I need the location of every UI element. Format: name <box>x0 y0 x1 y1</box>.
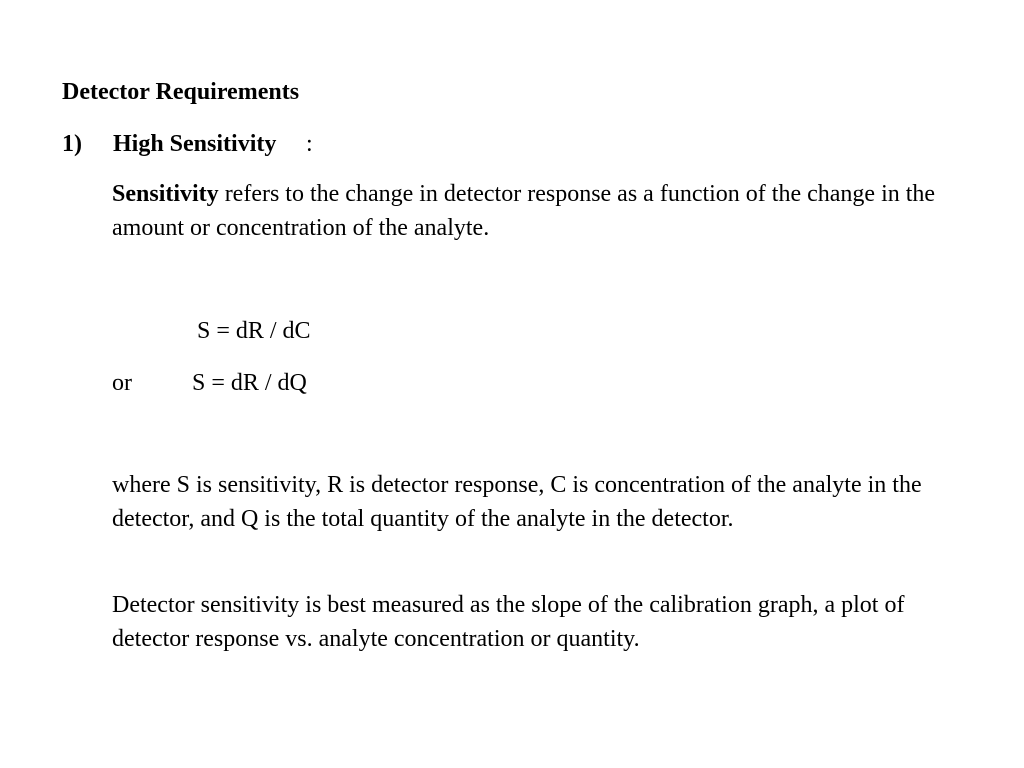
list-item-title: High Sensitivity <box>113 131 277 157</box>
definition-term: Sensitivity <box>112 181 219 207</box>
list-item-1 <box>62 127 313 161</box>
definition-text: refers to the change in detector response as a function of the change in the amount or concentration of the analyte. <box>112 181 936 241</box>
where-paragraph: where S is sensitivity, R is detector response, C is concentration of the analyte in the detector, and Q is the total quantity of the analyte in the detector. <box>112 472 922 532</box>
formula-quantity: S = dR / dQ <box>192 370 307 396</box>
list-item-colon: : <box>306 131 313 157</box>
formula-quantity-row <box>112 366 307 400</box>
slide-heading: Detector Requirements <box>62 79 300 105</box>
list-number: 1) <box>62 131 82 157</box>
formula-or: or <box>112 370 132 396</box>
measurement-paragraph: Detector sensitivity is best measured as the slope of the calibration graph, a plot of detector response vs. analyte concentration or quantity. <box>112 592 905 652</box>
formula-concentration: S = dR / dC <box>197 318 311 344</box>
definition-paragraph <box>112 177 942 245</box>
